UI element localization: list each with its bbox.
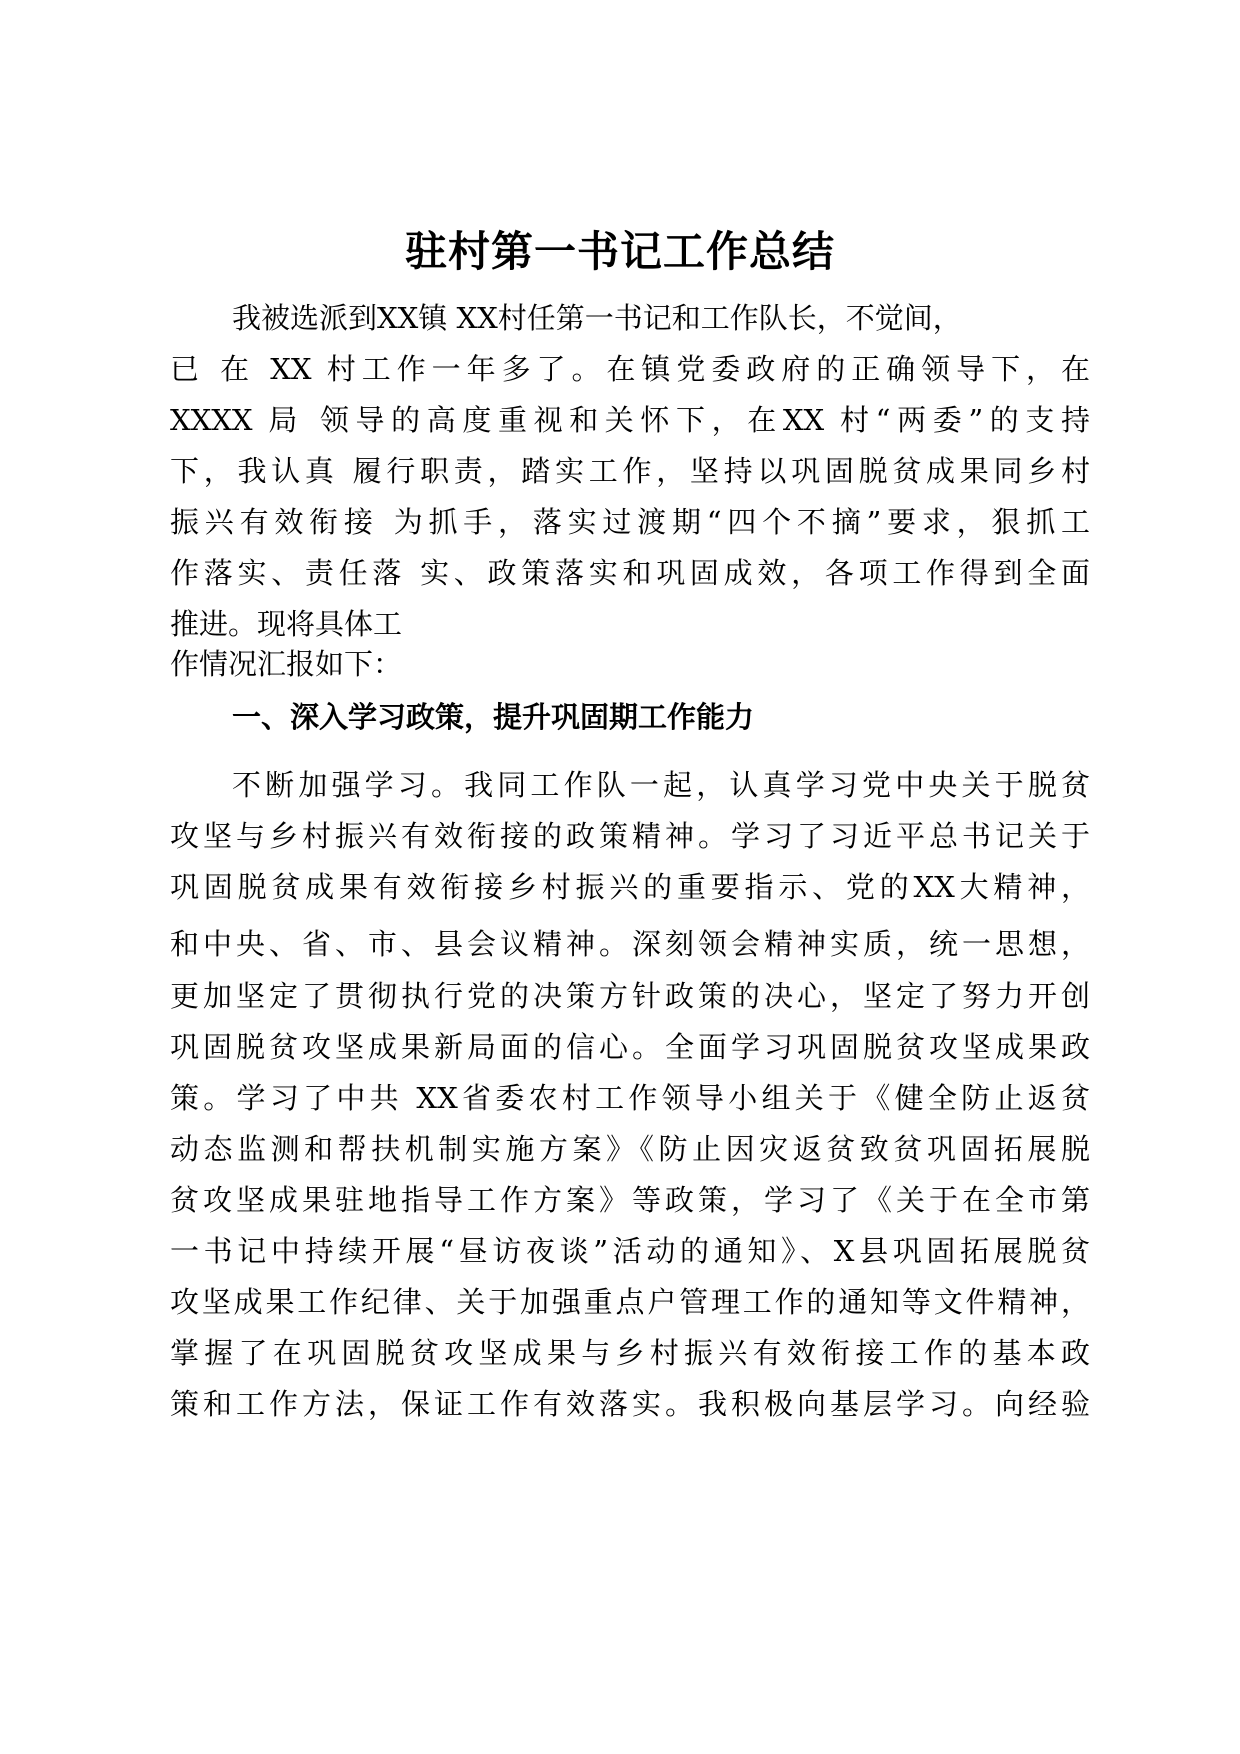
intro-line-7: 推进。现将具体工 [170,607,403,641]
section1-line-12: 掌握了在巩固脱贫攻坚成果与乡村振兴有效衔接工作的基本政 [170,1336,1090,1370]
section1-line-7: 策。学习了中共 XX省委农村工作领导小组关于《健全防止返贫 [170,1081,1090,1115]
section1-line-8: 动态监测和帮扶机制实施方案》《防止因灾返贫致贫巩固拓展脱 [170,1132,1090,1166]
section1-line-1: 不断加强学习。我同工作队一起，认真学习党中央关于脱贫 [232,768,1090,802]
section1-line-11: 攻坚成果工作纪律、关于加强重点户管理工作的通知等文件精神， [170,1285,1090,1319]
document-title: 驻村第一书记工作总结 [404,227,835,276]
section1-line-6: 巩固脱贫攻坚成果新局面的信心。全面学习巩固脱贫攻坚成果政 [170,1030,1090,1064]
section1-line-13: 策和工作方法，保证工作有效落实。我积极向基层学习。向经验 [170,1387,1090,1421]
intro-line-6: 作落实、责任落 实、政策落实和巩固成效，各项工作得到全面 [170,556,1090,590]
intro-line-3: XXXX 局 领导的高度重视和关怀下，在XX 村“两委”的支持 [170,403,1090,437]
intro-line-8: 作情况汇报如下： [170,647,403,681]
section1-line-5: 更加坚定了贯彻执行党的决策方针政策的决心，坚定了努力开创 [170,979,1090,1013]
intro-line-4: 下，我认真 履行职责，踏实工作，坚持以巩固脱贫成果同乡村 [170,454,1090,488]
intro-line-1: 我被选派到XX镇 XX村任第一书记和工作队长，不觉间， [232,301,962,335]
section-heading-1: 一、深入学习政策，提升巩固期工作能力 [232,700,755,734]
section1-line-2: 攻坚与乡村振兴有效衔接的政策精神。学习了习近平总书记关于 [170,819,1090,853]
section1-line-10: 一书记中持续开展“昼访夜谈”活动的通知》、X县巩固拓展脱贫 [170,1234,1090,1268]
section1-line-3: 巩固脱贫成果有效衔接乡村振兴的重要指示、党的XX大精神， [170,870,1090,904]
section1-line-4: 和中央、省、市、县会议精神。深刻领会精神实质，统一思想， [170,927,1090,961]
intro-line-5: 振兴有效衔接 为抓手，落实过渡期“四个不摘”要求，狠抓工 [170,505,1090,539]
section1-line-9: 贫攻坚成果驻地指导工作方案》等政策，学习了《关于在全市第 [170,1183,1090,1217]
intro-line-2: 已 在 XX 村工作一年多了。在镇党委政府的正确领导下，在 [170,352,1090,386]
